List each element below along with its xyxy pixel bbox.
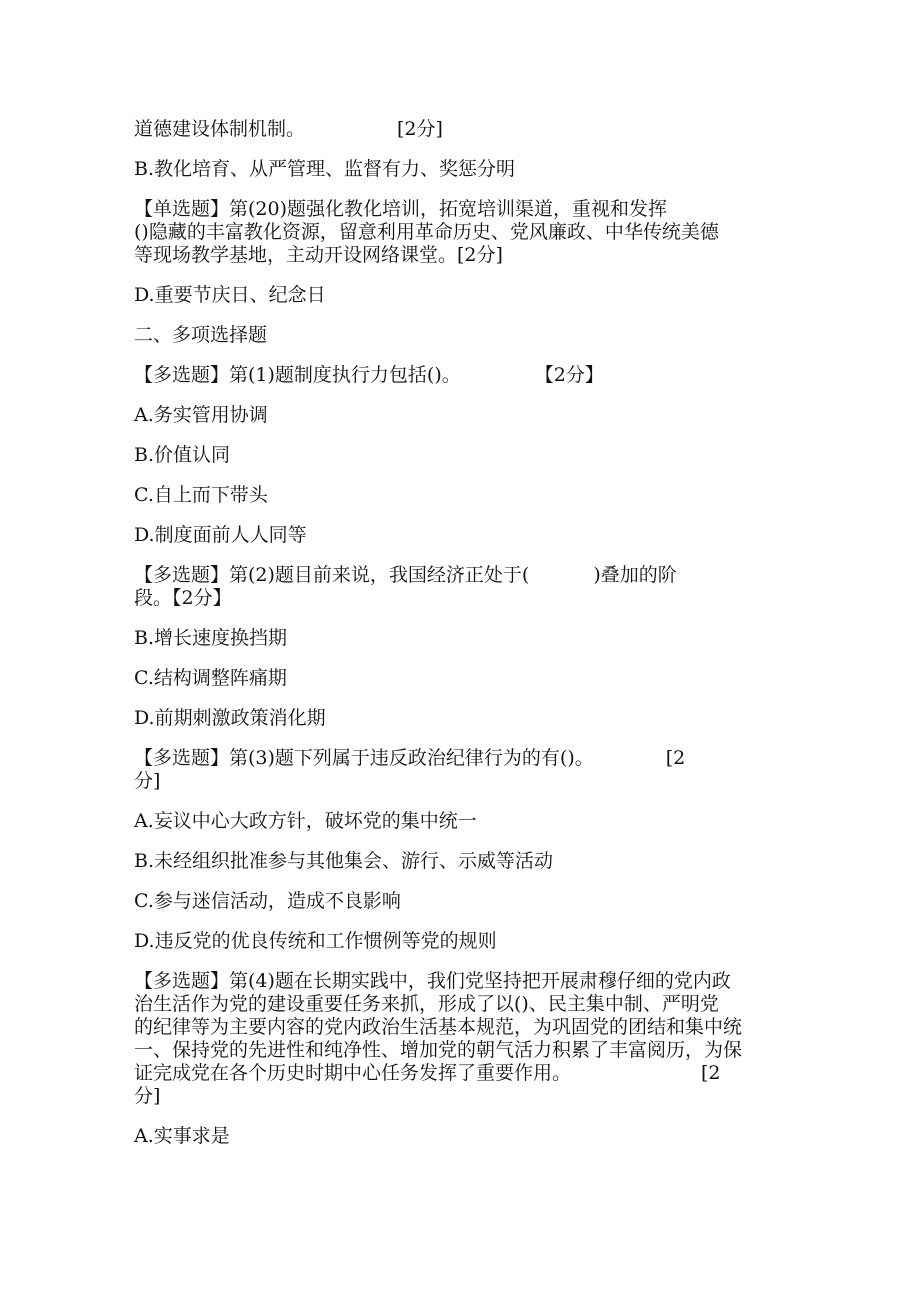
stem-line-2: 治生活作为党的建设重要任务来抓，形成了以()、民主集中制、严明党: [134, 993, 719, 1015]
question-stem-fragment: [134, 118, 794, 141]
score-label-tail: 分]: [134, 770, 161, 792]
option-text: A.务实管用协调: [134, 404, 268, 426]
option-a: [134, 810, 794, 833]
score-label: 【2分】: [534, 364, 604, 386]
multi-choice-question-3: [134, 747, 794, 793]
stem-line-2: 段。【2分】: [134, 587, 232, 609]
stem-text: 证完成党在各个历史时期中心任务发挥了重要作用。: [134, 1062, 572, 1084]
option-text: B.未经组织批准参与其他集会、游行、示威等活动: [134, 850, 554, 872]
stem-line-3: 的纪律等为主要内容的党内政治生活基本规范，为巩固党的团结和集中统: [134, 1016, 743, 1038]
option-text: D.前期刺激政策消化期: [134, 707, 326, 729]
option-c: [134, 484, 794, 507]
option-d: [134, 524, 794, 547]
option-text: C.结构调整阵痛期: [134, 667, 287, 689]
option-a: [134, 1125, 794, 1148]
option-text: A.实事求是: [134, 1125, 230, 1147]
stem-text-tail: )叠加的阶: [593, 564, 677, 586]
option-d: [134, 284, 794, 307]
option-text: B.价值认同: [134, 444, 231, 466]
option-c: [134, 667, 794, 690]
option-text: C.参与迷信活动，造成不良影响: [134, 890, 401, 912]
option-text: C.自上而下带头: [134, 484, 268, 506]
section-heading: [134, 324, 794, 347]
option-text: D.重要节庆日、纪念日: [134, 284, 326, 306]
document-page: [134, 118, 794, 1165]
multi-choice-question-1: [134, 364, 794, 387]
option-text: A.妄议中心大政方针，破坏党的集中统一: [134, 810, 477, 832]
option-b: [134, 850, 794, 873]
option-d: [134, 707, 794, 730]
stem-line-3: 等现场教学基地，主动开设网络课堂。[2分]: [134, 244, 503, 266]
single-choice-question-20: [134, 198, 794, 267]
multi-choice-question-4: [134, 970, 794, 1108]
stem-text: 道德建设体制机制。: [134, 118, 306, 140]
option-c: [134, 890, 794, 913]
option-b: [134, 627, 794, 650]
stem-text: 【多选题】第(2)题目前来说，我国经济正处于(: [134, 564, 530, 586]
multi-choice-question-2: [134, 564, 794, 610]
score-label: [2: [665, 747, 686, 769]
score-label-tail: 分]: [134, 1085, 161, 1107]
option-text: D.违反党的优良传统和工作惯例等党的规则: [134, 930, 497, 952]
option-text: B.增长速度换挡期: [134, 627, 288, 649]
stem-text: 【多选题】第(3)题下列属于违反政治纪律行为的有()。: [134, 747, 594, 769]
option-text: D.制度面前人人同等: [134, 524, 307, 546]
stem-line-2: ()隐藏的丰富教化资源，留意利用革命历史、党风廉政、中华传统美德: [134, 221, 719, 243]
option-a: [134, 404, 794, 427]
option-text: B.教化培育、从严管理、监督有力、奖惩分明: [134, 158, 516, 180]
section-title: 二、多项选择题: [134, 324, 268, 346]
score-label: [2: [701, 1062, 721, 1084]
score-label: [2分]: [397, 118, 443, 140]
option-b: [134, 158, 794, 181]
stem-line-1: 【单选题】第(20)题强化教化培训，拓宽培训渠道，重视和发挥: [134, 198, 668, 220]
stem-text: 【多选题】第(1)题制度执行力包括()。: [134, 364, 461, 386]
option-b: [134, 444, 794, 467]
stem-line-1: 【多选题】第(4)题在长期实践中，我们党坚持把开展肃穆仔细的党内政: [134, 970, 731, 992]
option-d: [134, 930, 794, 953]
stem-line-4: 一、保持党的先进性和纯净性、增加党的朝气活力积累了丰富阅历，为保: [134, 1039, 743, 1061]
